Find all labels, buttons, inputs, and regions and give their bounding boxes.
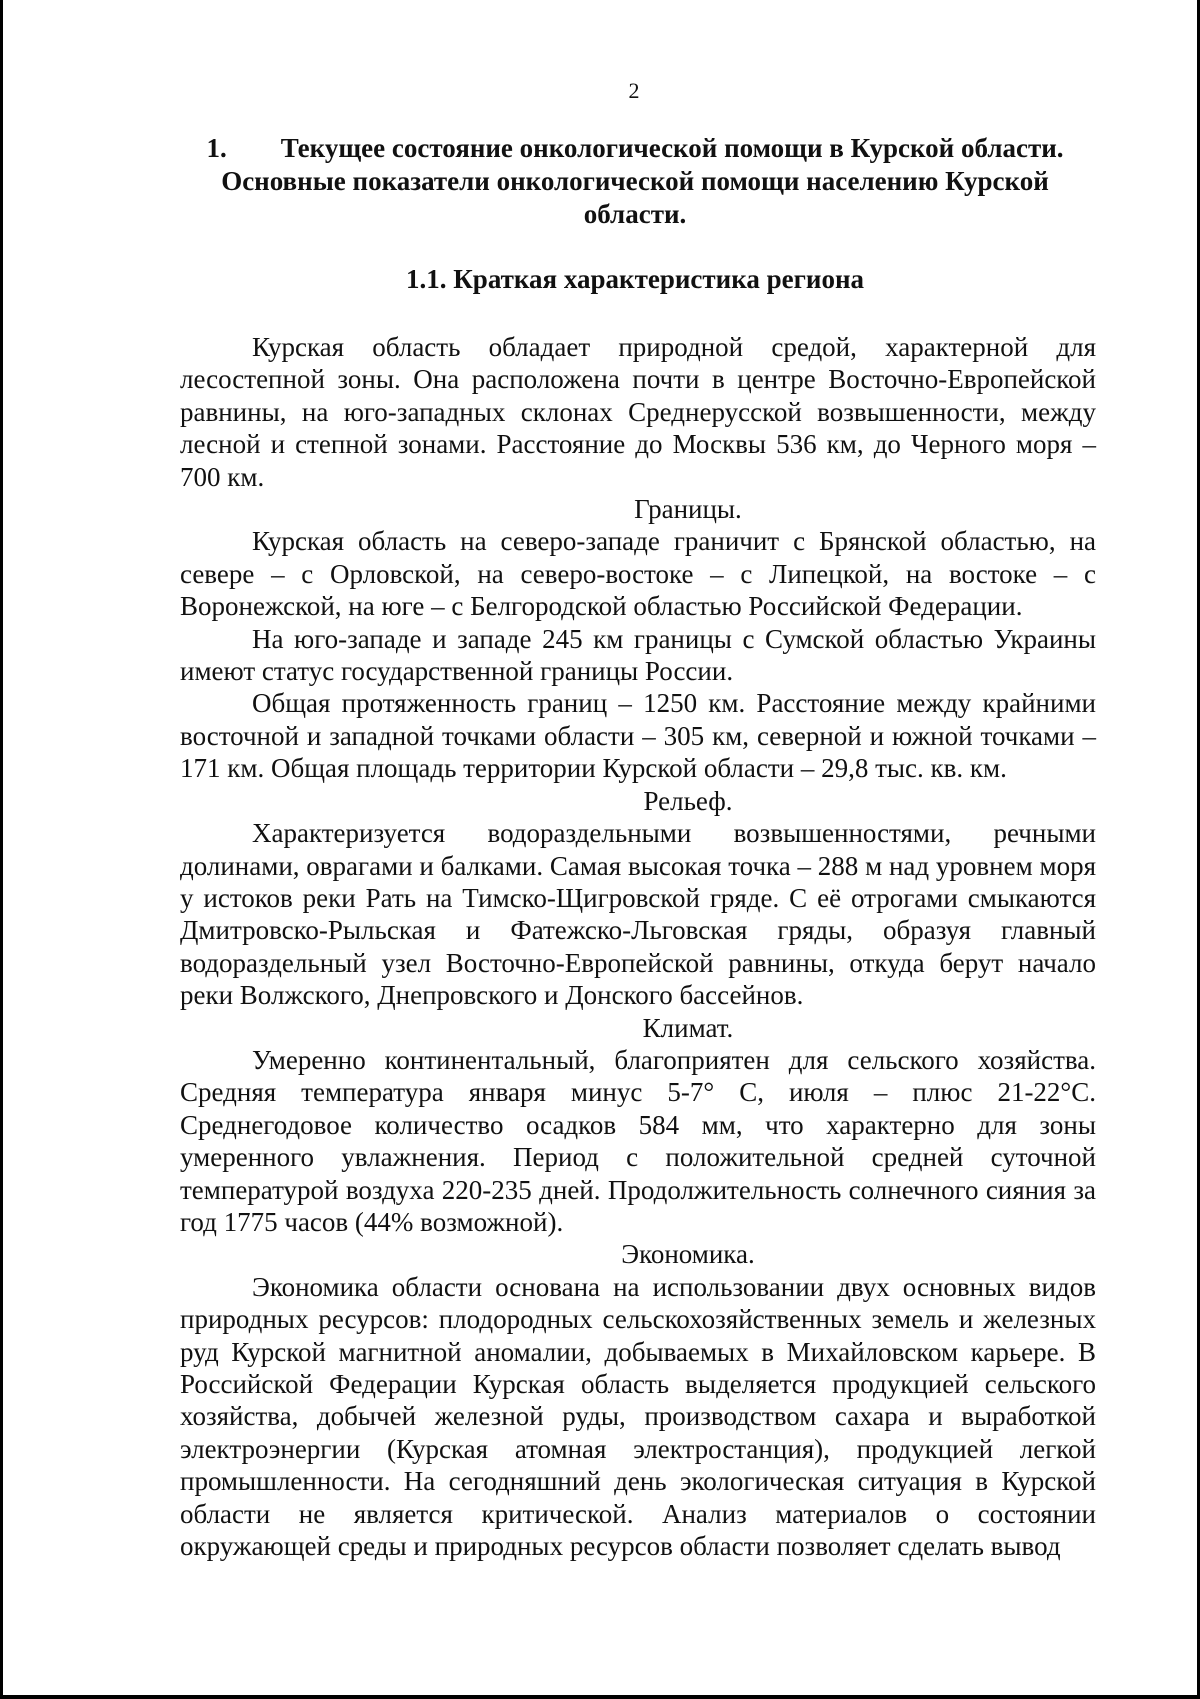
scan-border-bottom bbox=[0, 1695, 1200, 1699]
relief-paragraph: Характеризуется водораздельными возвышенностями, речными долинами, оврагами и балками. Самая высокая точка – 288 м над уровнем моря у истоков реки Рать на Тимско-Щигровской гряде. С её отрогами смыкаются Дмитровско-Рыльская и Фатежско-Льговская гряды, образуя главный водораздельный узел Восточно-Европейской равнины, откуда берут начало реки Волжского, Днепровского и Донского бассейнов. bbox=[180, 818, 1096, 1011]
borders-paragraph-3: Общая протяженность границ – 1250 км. Расстояние между крайними восточной и западной точками области – 305 км, северной и южной точками – 171 км. Общая площадь территории Курской области – 29,8 тыс. кв. км. bbox=[180, 688, 1096, 784]
climate-heading: Климат. bbox=[642, 1012, 734, 1043]
economy-heading: Экономика. bbox=[621, 1239, 755, 1270]
document-body bbox=[180, 331, 1096, 1562]
economy-paragraph: Экономика области основана на использовании двух основных видов природных ресурсов: плодородных сельскохозяйственных земель и железных руд Курской магнитной аномалии, добываемых в Михайловском карьере. В Российской Федерации Курская область выделяется продукцией сельского хозяйства, добычей железной руды, производством сахара и выработкой электроэнергии (Курская атомная электростанция), продукцией легкой промышленности. На сегодняшний день экологическая ситуация в Курской области не является критической. Анализ материалов о состоянии окружающей среды и природных ресурсов области позволяет сделать вывод bbox=[180, 1271, 1096, 1562]
page-number: 2 bbox=[628, 78, 640, 103]
relief-heading: Рельеф. bbox=[643, 785, 733, 816]
borders-paragraph-2: На юго-западе и западе 245 км границы с Сумской областью Украины имеют статус государственной границы России. bbox=[180, 623, 1096, 687]
climate-paragraph: Умеренно континентальный, благоприятен для сельского хозяйства. Средняя температура января минус 5-7° С, июля – плюс 21-22°С. Среднегодовое количество осадков 584 мм, что характерно для зоны умеренного увлажнения. Период с положительной средней суточной температурой воздуха 220-235 дней. Продолжительность солнечного сияния за год 1775 часов (44% возможной). bbox=[180, 1044, 1096, 1237]
borders-paragraph-1: Курская область на северо-западе граничит с Брянской областью, на севере – с Орловской, на северо-востоке – с Липецкой, на востоке – с Воронежской, на юге – с Белгородской областью Российской Федерации. bbox=[180, 526, 1096, 622]
borders-heading: Границы. bbox=[634, 494, 742, 525]
subsection-title: 1.1. Краткая характеристика региона bbox=[405, 264, 865, 294]
scan-border-left bbox=[0, 0, 3, 1699]
intro-paragraph: Курская область обладает природной средой, характерной для лесостепной зоны. Она расположена почти в центре Восточно-Европейской равнины, на юго-западных склонах Среднерусской возвышенности, между лесной и степной зонами. Расстояние до Москвы 536 км, до Черного моря – 700 км. bbox=[180, 332, 1096, 492]
section-title: 1. Текущее состояние онкологической помощи в Курской области. Основные показатели онкологической помощи населению Курской области. bbox=[206, 133, 1064, 229]
